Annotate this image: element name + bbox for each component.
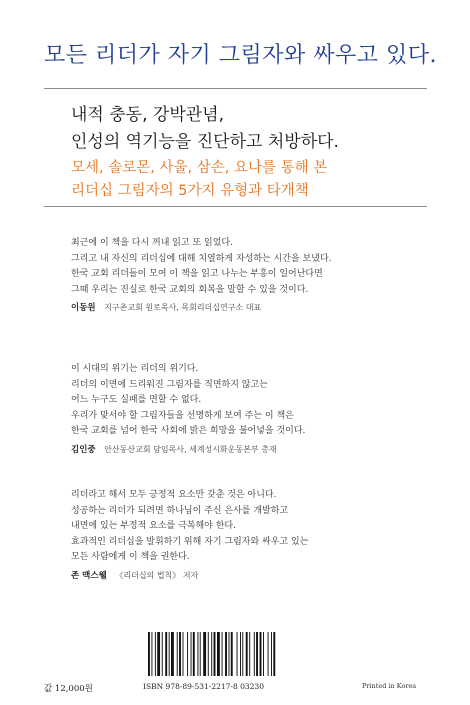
barcode-bar: [177, 632, 178, 676]
barcode-bar: [197, 632, 198, 676]
barcode-bar: [165, 632, 167, 676]
endorser-role: 안산동산교회 담임목사, 세계성시화운동본부 총재: [104, 444, 277, 454]
middle-divider: [44, 206, 427, 207]
endorsement-line: 우리가 맞서야 할 그림자들을 선명하게 보여 주는 이 책은: [71, 410, 294, 421]
endorser-name: 김인중: [71, 444, 96, 455]
barcode-bar: [151, 632, 152, 676]
barcode-bar: [200, 632, 201, 676]
isbn-barcode: [146, 632, 316, 676]
barcode-bar: [249, 632, 250, 676]
endorser-name: 존 맥스웰: [71, 570, 107, 581]
isbn-label: ISBN 978-89-531-2217-8 03230: [143, 682, 264, 691]
barcode-bar: [155, 632, 156, 676]
barcode-bar: [193, 632, 195, 676]
endorser-name: 이동원: [71, 303, 96, 313]
barcode-bar: [246, 632, 248, 676]
barcode-bar: [254, 632, 255, 676]
highlight-line: 리더십 그림자의 5가지 유형과 타개책: [71, 183, 309, 199]
endorsement-line: 최근에 이 책을 다시 꺼내 읽고 또 읽었다.: [71, 238, 233, 248]
barcode-bar: [183, 632, 184, 676]
endorsement-2: [71, 362, 305, 458]
endorsement-line: 한국 교회를 넘어 한국 사회에 밝은 희망을 불어넣을 것이다.: [71, 426, 306, 436]
barcode-bar: [217, 632, 220, 676]
endorser-role: 지구촌교회 원로목사, 목회리더십연구소 대표: [104, 303, 262, 312]
barcode-bar: [157, 632, 160, 676]
barcode-bar: [273, 632, 275, 676]
barcode-bar: [148, 632, 150, 676]
barcode-bar: [231, 632, 233, 676]
barcode-bar: [203, 632, 206, 676]
endorsement-1: [71, 236, 332, 317]
endorsement-line: 그때 우리는 진실로 한국 교회의 회복을 말할 수 있을 것이다.: [71, 284, 309, 295]
endorser-attribution: [71, 300, 332, 317]
barcode-bar: [187, 632, 188, 676]
endorsement-line: 리더라고 해서 모두 긍정적 요소만 갖춘 것은 아니다.: [71, 490, 277, 500]
barcode-bar: [179, 632, 181, 676]
barcode-bar: [222, 632, 223, 676]
highlight-block: [71, 157, 327, 203]
endorser-attribution: [71, 568, 308, 585]
barcode-bar: [214, 632, 216, 676]
barcode-bar: [242, 632, 243, 676]
endorsement-line: 그리고 내 자신의 리더십에 대해 치열하게 자성하는 시간을 보냈다.: [71, 253, 332, 264]
endorsement-line: 성공하는 리더가 되려면 하나님이 주신 은사를 개발하고: [71, 505, 289, 516]
barcode-bar: [225, 632, 227, 676]
barcode-bar: [263, 632, 264, 676]
price-label: 값 12,000원: [44, 684, 93, 694]
barcode-bar: [171, 632, 174, 676]
printed-in-label: Printed in Korea: [362, 682, 417, 690]
endorsement-line: 리더의 이면에 드리워진 그림자를 직면하지 않고는: [71, 379, 268, 390]
endorsement-line: 어느 누구도 실패를 면할 수 없다.: [71, 395, 202, 405]
barcode-bar: [256, 632, 258, 676]
barcode-bar: [191, 632, 192, 676]
endorser-attribution: [71, 442, 305, 459]
endorsement-line: 내면에 있는 부정적 요소를 극복해야 한다.: [71, 521, 236, 531]
barcode-bar: [237, 632, 238, 676]
subtitle-block: [71, 102, 339, 156]
endorsement-line: 이 시대의 위기는 리더의 위기다.: [71, 364, 199, 374]
top-divider: [44, 88, 427, 89]
barcode-bar: [211, 632, 212, 676]
highlight-line: 모세, 솔로몬, 사울, 삼손, 요나를 통해 본: [71, 160, 328, 176]
barcode-bar: [229, 632, 230, 676]
barcode-bar: [240, 632, 241, 676]
endorsement-3: [71, 488, 308, 584]
endorsement-line: 효과적인 리더십을 발휘하기 위해 자기 그림자와 싸우고 있는: [71, 536, 309, 547]
barcode-bar: [268, 632, 269, 676]
barcode-bar: [260, 632, 262, 676]
endorsement-line: 한국 교회 리더들이 모여 이 책을 읽고 나누는 부흥이 일어난다면: [71, 269, 323, 279]
back-cover-headline: 모든 리더가 자기 그림자와 싸우고 있다.: [44, 43, 437, 68]
barcode-bar: [169, 632, 170, 676]
barcode-bar: [162, 632, 163, 676]
subtitle-line: 내적 충동, 강박관념,: [71, 105, 224, 125]
endorser-role: 《리더십의 법칙》 저자: [115, 570, 199, 580]
subtitle-line: 인성의 역기능을 진단하고 처방하다.: [71, 132, 339, 152]
endorsement-line: 모든 사람에게 이 책을 권한다.: [71, 552, 190, 562]
barcode-bar: [271, 632, 272, 676]
barcode-bar: [208, 632, 209, 676]
